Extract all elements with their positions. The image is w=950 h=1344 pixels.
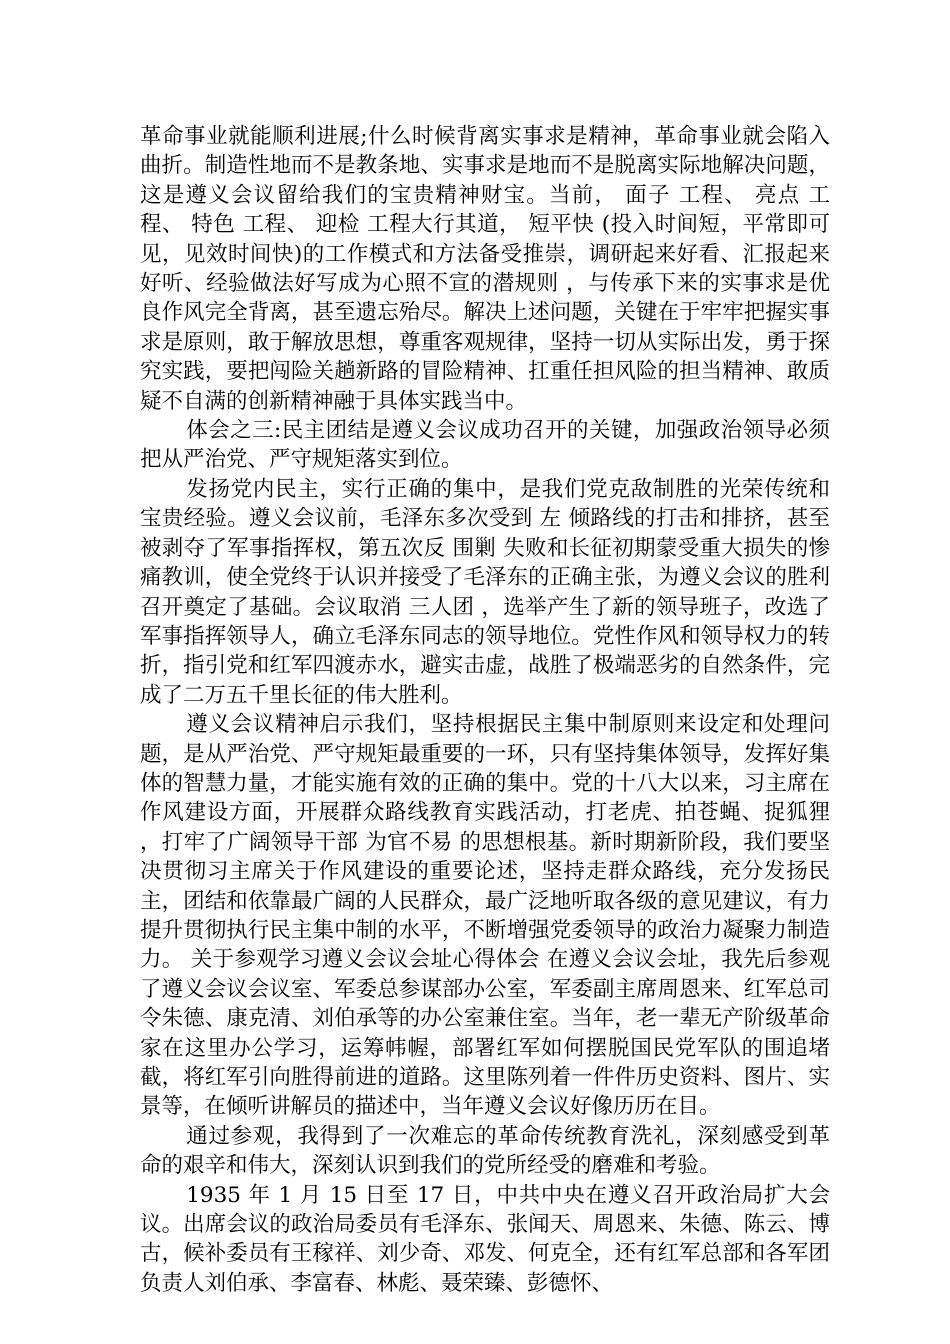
paragraph-3: 发扬党内民主，实行正确的集中，是我们党克敌制胜的光荣传统和宝贵经验。遵义会议前，毛泽东多次受到 左 倾路线的打击和排挤，甚至被剥夺了军事指挥权，第五次反 围剿 失败和长征初期蒙受重大损失的惨痛教训，使全党终于认识并接受了毛泽东的正确主张，为遵义会议的胜利召开奠定了基础。会议取消 三人团 ，选举产生了新的领导班子，改选了军事指挥领导人，确立毛泽东同志的领导地位。党性作风和领导权力的转折，指引党和红军四渡赤水，避实击虚，战胜了极端恶劣的自然条件，完成了二万五千里长征的伟大胜利。 [140,476,830,708]
paragraph-1: 革命事业就能顺利进展;什么时候背离实事求是精神，革命事业就会陷入曲折。制造性地而不是教条地、实事求是地而不是脱离实际地解决问题，这是遵义会议留给我们的宝贵精神财宝。当前， 面子 工程、 亮点 工程、 特色 工程、 迎检 工程大行其道， 短平快 (投入时间短，平常即可见，见效时间快)的工作模式和方法备受推崇，调研起来好看、汇报起来好听、经验做法好写成为心照不宣的潜规则 ，与传承下来的实事求是优良作风完全背离，甚至遗忘殆尽。解决上述问题，关键在于牢牢把握实事求是原则，敢于解放思想，尊重客观规律，坚持一切从实际出发，勇于探究实践，要把闯险关趟新路的冒险精神、扛重任担风险的担当精神、敢质疑不自满的创新精神融于具体实践当中。 [140,124,830,414]
paragraph-6: 1935 年 1 月 15 日至 17 日，中共中央在遵义召开政治局扩大会议。出席会议的政治局委员有毛泽东、张闻天、周恩来、朱德、陈云、博古，候补委员有王稼祥、刘少奇、邓发、何克全，还有红军总部和各军团负责人刘伯承、李富春、林彪、聂荣臻、彭德怀、 [140,1182,830,1296]
document-body [140,122,830,1298]
paragraph-2-heading: 体会之三:民主团结是遵义会议成功召开的关键，加强政治领导必须把从严治党、严守规矩落实到位。 [140,418,830,473]
paragraph-5: 通过参观，我得到了一次难忘的革命传统教育洗礼，深刻感受到革命的艰辛和伟大，深刻认识到我们的党所经受的磨难和考验。 [140,1123,830,1179]
paragraph-4: 遵义会议精神启示我们，坚持根据民主集中制原则来设定和处理问题，是从严治党、严守规矩最重要的一环，只有坚持集体领导，发挥好集体的智慧力量，才能实施有效的正确的集中。党的十八大以来，习主席在作风建设方面，开展群众路线教育实践活动，打老虎、拍苍蝇、捉狐狸 ，打牢了广阔领导干部 为官不易 的思想根基。新时期新阶段，我们要坚决贯彻习主席关于作风建设的重要论述，坚持走群众路线，充分发扬民主，团结和依靠最广阔的人民群众，最广泛地听取各级的意见建议，有力提升贯彻执行民主集中制的水平，不断增强党委领导的政治力凝聚力制造力。 关于参观学习遵义会议会址心得体会 在遵义会议会址，我先后参观了遵义会议会议室、军委总参谋部办公室，军委副主席周恩来、红军总司令朱德、康克清、刘伯承等的办公室兼住室。当年，老一辈无产阶级革命家在这里办公学习，运筹帏幄，部署红军如何摆脱国民党军队的围追堵截，将红军引向胜得前进的道路。这里陈列着一件件历史资料、图片、实景等，在倾听讲解员的描述中，当年遵义会议好像历历在目。 [140,712,830,1120]
